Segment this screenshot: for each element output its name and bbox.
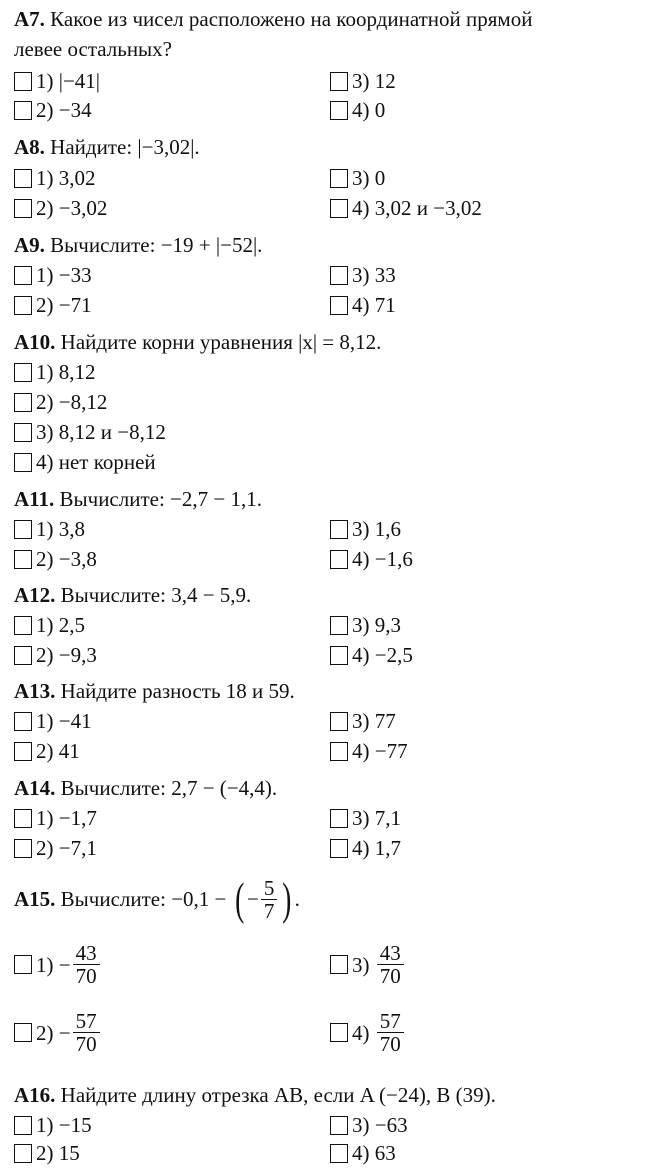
checkbox[interactable] [14, 1144, 32, 1163]
option-a7-4[interactable] [330, 97, 385, 123]
option-label: 1) −1,7 [36, 806, 97, 830]
option-a11-4[interactable] [330, 546, 413, 572]
option-label: 2) 41 [36, 739, 80, 763]
option-a10-3[interactable] [14, 419, 166, 445]
question-a10 [14, 329, 381, 355]
question-number: A12. [14, 583, 56, 607]
checkbox[interactable] [330, 712, 348, 731]
fraction-denominator: 7 [263, 898, 275, 923]
option-a11-3[interactable] [330, 516, 401, 542]
option-a9-3[interactable] [330, 262, 396, 288]
option-label: 4) [352, 1020, 370, 1045]
checkbox[interactable] [14, 712, 32, 731]
fraction [261, 877, 278, 922]
option-a9-4[interactable] [330, 292, 396, 318]
option-a13-2[interactable] [14, 738, 80, 764]
option-a9-1[interactable] [14, 262, 92, 288]
option-a10-1[interactable] [14, 359, 96, 385]
option-label: 3) [352, 952, 370, 977]
question-a11 [14, 486, 262, 512]
option-a15-2[interactable] [14, 1010, 102, 1055]
fraction-end: . [294, 887, 300, 911]
option-label: 1) − [36, 952, 71, 977]
option-a8-1[interactable] [14, 165, 96, 191]
option-label: 4) 0 [352, 98, 386, 122]
question-number: A9. [14, 233, 45, 257]
option-label: 2) −8,12 [36, 390, 108, 414]
option-label: 1) 2,5 [36, 613, 85, 637]
option-label: 4) нет корней [36, 450, 156, 474]
question-number: A8. [14, 135, 45, 159]
checkbox[interactable] [330, 616, 348, 635]
checkbox[interactable] [14, 839, 32, 858]
option-label: 3) 33 [352, 263, 396, 287]
option-a9-2[interactable] [14, 292, 92, 318]
fraction-denominator: 70 [75, 964, 97, 988]
fraction-sign: − [246, 887, 259, 911]
checkbox[interactable] [330, 742, 348, 761]
question-text: Найдите длину отрезка AB, если A (−24), B (39). [60, 1083, 496, 1107]
left-paren: ( [234, 873, 244, 924]
option-label: 3) 12 [352, 69, 396, 93]
option-label: 4) −77 [352, 739, 408, 763]
option-label: 2) −3,02 [36, 196, 108, 220]
checkbox[interactable] [330, 1144, 348, 1163]
question-a16 [14, 1082, 496, 1108]
option-label: 4) 3,02 и −3,02 [352, 196, 482, 220]
option-a10-2[interactable] [14, 389, 107, 415]
option-label: 1) −33 [36, 263, 92, 287]
checkbox[interactable] [14, 101, 32, 120]
checkbox[interactable] [14, 266, 32, 285]
checkbox[interactable] [14, 296, 32, 315]
fraction-denominator: 70 [75, 1032, 97, 1056]
question-text: Вычислите: −0,1 − [60, 887, 227, 911]
question-text: Найдите: |−3,02|. [50, 135, 200, 159]
question-a7 [14, 6, 532, 32]
question-text: Какое из чисел расположено на координатной прямой [50, 7, 533, 31]
checkbox[interactable] [330, 809, 348, 828]
option-a16-4[interactable] [330, 1140, 396, 1166]
checkbox[interactable] [14, 199, 32, 218]
checkbox[interactable] [14, 742, 32, 761]
option-label: 2) 15 [36, 1141, 80, 1165]
fraction [377, 942, 404, 987]
question-a15 [14, 873, 300, 924]
option-label: 2) −71 [36, 293, 92, 317]
checkbox[interactable] [14, 1023, 32, 1042]
option-a7-2[interactable] [14, 97, 92, 123]
checkbox[interactable] [330, 955, 348, 974]
option-a16-2[interactable] [14, 1140, 80, 1166]
option-label: 2) −34 [36, 98, 92, 122]
fraction-numerator: 5 [261, 877, 278, 900]
checkbox[interactable] [14, 363, 32, 382]
question-a12 [14, 582, 251, 608]
checkbox[interactable] [14, 550, 32, 569]
checkbox[interactable] [330, 266, 348, 285]
fraction-numerator: 43 [73, 942, 100, 965]
question-text: Вычислите: 2,7 − (−4,4). [60, 776, 278, 800]
option-a13-3[interactable] [330, 708, 396, 734]
question-text: Вычислите: −2,7 − 1,1. [59, 487, 262, 511]
option-a7-3[interactable] [330, 68, 396, 94]
option-label: 1) |−41| [36, 69, 100, 93]
option-label: 2) −3,8 [36, 547, 97, 571]
fraction-numerator: 43 [377, 942, 404, 965]
checkbox[interactable] [330, 169, 348, 188]
fraction-numerator: 57 [73, 1010, 100, 1033]
option-a13-1[interactable] [14, 708, 92, 734]
option-label: 2) − [36, 1020, 71, 1045]
checkbox[interactable] [330, 296, 348, 315]
option-a8-3[interactable] [330, 165, 385, 191]
option-label: 4) −1,6 [352, 547, 413, 571]
question-a7-cont [14, 36, 172, 62]
option-a8-4[interactable] [330, 195, 482, 221]
option-label: 3) 77 [352, 709, 396, 733]
checkbox[interactable] [14, 72, 32, 91]
fraction-denominator: 70 [379, 1032, 401, 1056]
option-label: 4) −2,5 [352, 643, 413, 667]
question-text: Найдите корни уравнения |x| = 8,12. [60, 330, 382, 354]
option-a14-3[interactable] [330, 805, 401, 831]
option-a14-1[interactable] [14, 805, 97, 831]
option-label: 2) −7,1 [36, 836, 97, 860]
checkbox[interactable] [330, 72, 348, 91]
fraction [73, 1010, 100, 1055]
option-a15-4[interactable] [330, 1010, 406, 1055]
question-number: A10. [14, 330, 56, 354]
option-label: 3) 9,3 [352, 613, 401, 637]
option-a12-2[interactable] [14, 642, 97, 668]
right-paren: ) [282, 873, 292, 924]
question-text: Вычислите: 3,4 − 5,9. [60, 583, 252, 607]
checkbox[interactable] [330, 199, 348, 218]
question-number: A11. [14, 487, 55, 511]
checkbox[interactable] [14, 393, 32, 412]
question-number: A13. [14, 679, 56, 703]
fraction-denominator: 70 [379, 964, 401, 988]
question-number: A14. [14, 776, 56, 800]
checkbox[interactable] [330, 1116, 348, 1135]
checkbox[interactable] [330, 550, 348, 569]
option-a14-4[interactable] [330, 835, 401, 861]
option-label: 3) 8,12 и −8,12 [36, 420, 166, 444]
checkbox[interactable] [330, 1023, 348, 1042]
option-label: 3) −63 [352, 1113, 408, 1137]
option-a12-3[interactable] [330, 612, 401, 638]
option-a12-4[interactable] [330, 642, 413, 668]
option-a11-2[interactable] [14, 546, 97, 572]
checkbox[interactable] [14, 423, 32, 442]
option-a10-4[interactable] [14, 449, 156, 475]
checkbox[interactable] [14, 169, 32, 188]
checkbox[interactable] [14, 616, 32, 635]
option-label: 1) −15 [36, 1113, 92, 1137]
option-label: 1) 3,02 [36, 166, 96, 190]
option-a13-4[interactable] [330, 738, 408, 764]
option-label: 1) 8,12 [36, 360, 96, 384]
question-number: A7. [14, 7, 45, 31]
checkbox[interactable] [14, 646, 32, 665]
option-label: 3) 1,6 [352, 517, 401, 541]
question-a8 [14, 134, 200, 160]
checkbox[interactable] [330, 646, 348, 665]
question-a9 [14, 232, 262, 258]
option-label: 4) 63 [352, 1141, 396, 1165]
checkbox[interactable] [330, 520, 348, 539]
fraction-numerator: 57 [377, 1010, 404, 1033]
option-label: 2) −9,3 [36, 643, 97, 667]
checkbox[interactable] [330, 101, 348, 120]
option-label: 4) 71 [352, 293, 396, 317]
question-text: Найдите разность 18 и 59. [60, 679, 295, 703]
option-label: 3) 7,1 [352, 806, 401, 830]
option-label: 1) −41 [36, 709, 92, 733]
option-a15-1[interactable] [14, 942, 102, 987]
question-number: A16. [14, 1083, 56, 1107]
checkbox[interactable] [14, 520, 32, 539]
option-label: 4) 1,7 [352, 836, 401, 860]
question-a13 [14, 678, 295, 704]
option-a7-1[interactable] [14, 68, 100, 94]
option-a12-1[interactable] [14, 612, 85, 638]
checkbox[interactable] [14, 453, 32, 472]
option-label: 1) 3,8 [36, 517, 85, 541]
checkbox[interactable] [14, 955, 32, 974]
option-a11-1[interactable] [14, 516, 85, 542]
checkbox[interactable] [14, 1116, 32, 1135]
question-a14 [14, 775, 277, 801]
option-a8-2[interactable] [14, 195, 107, 221]
fraction [377, 1010, 404, 1055]
question-text: Вычислите: −19 + |−52|. [50, 233, 263, 257]
option-a16-1[interactable] [14, 1112, 92, 1138]
option-a16-3[interactable] [330, 1112, 408, 1138]
question-number: A15. [14, 887, 56, 911]
option-a15-3[interactable] [330, 942, 406, 987]
option-a14-2[interactable] [14, 835, 97, 861]
fraction [73, 942, 100, 987]
question-text: левее остальных? [14, 37, 172, 61]
option-label: 3) 0 [352, 166, 386, 190]
checkbox[interactable] [330, 839, 348, 858]
checkbox[interactable] [14, 809, 32, 828]
